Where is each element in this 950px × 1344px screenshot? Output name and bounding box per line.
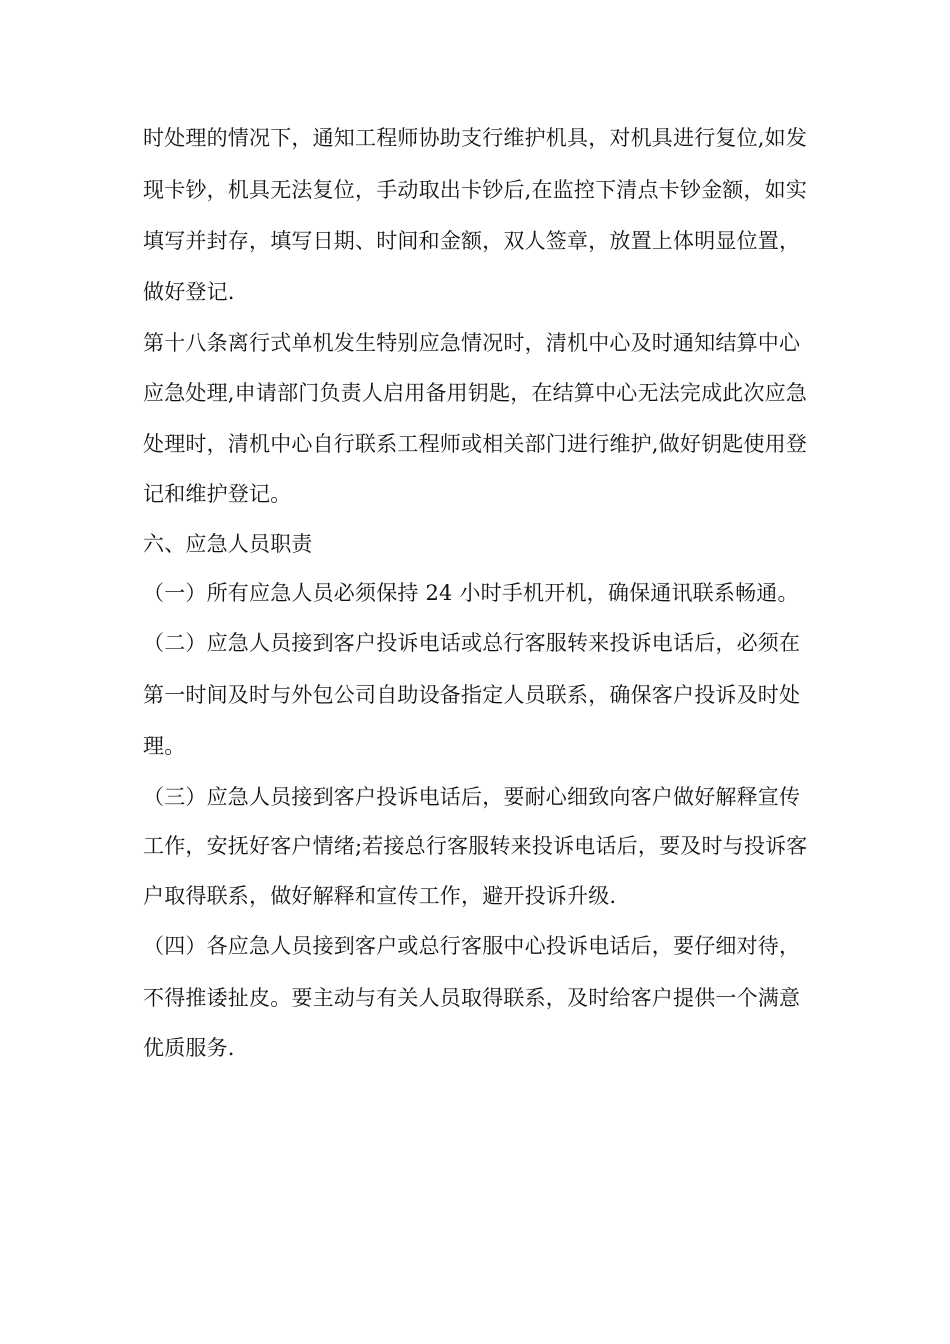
- section-heading: 六、应急人员职责: [143, 532, 313, 556]
- text-line: 填写并封存，填写日期、时间和金额，双人签章，放置上体明显位置，: [143, 229, 801, 253]
- text-line: 处理时，清机中心自行联系工程师或相关部门进行维护,做好钥匙使用登: [143, 432, 808, 456]
- text-line: 现卡钞，机具无法复位，手动取出卡钞后,在监控下清点卡钞金额，如实: [143, 178, 808, 202]
- text-line: 理。: [143, 734, 186, 758]
- text-line: 记和维护登记。: [143, 482, 292, 506]
- article-18-start: 第十八条离行式单机发生特别应急情况时，清机中心及时通知结算中心: [143, 331, 801, 355]
- item-1: （一）所有应急人员必须保持 24 小时手机开机，确保通讯联系畅通。: [143, 581, 799, 605]
- text-line: 第一时间及时与外包公司自助设备指定人员联系，确保客户投诉及时处: [143, 683, 801, 707]
- text-line: 不得推诿扯皮。要主动与有关人员取得联系，及时给客户提供一个满意: [143, 986, 801, 1010]
- text-line: 时处理的情况下，通知工程师协助支行维护机具，对机具进行复位,如发: [143, 126, 808, 150]
- item-4: （四）各应急人员接到客户或总行客服中心投诉电话后，要仔细对待，: [143, 934, 801, 958]
- text-line: 工作，安抚好客户情绪;若接总行客服转来投诉电话后，要及时与投诉客: [143, 834, 808, 858]
- text-line: 户取得联系，做好解释和宣传工作，避开投诉升级.: [143, 884, 617, 908]
- text-line: 做好登记.: [143, 280, 235, 304]
- text-line: 应急处理,申请部门负责人启用备用钥匙，在结算中心无法完成此次应急: [143, 381, 808, 405]
- text-line: 优质服务.: [143, 1036, 235, 1060]
- item-3: （三）应急人员接到客户投诉电话后，要耐心细致向客户做好解释宣传: [143, 785, 801, 809]
- item-2: （二）应急人员接到客户投诉电话或总行客服转来投诉电话后，必须在: [143, 631, 801, 655]
